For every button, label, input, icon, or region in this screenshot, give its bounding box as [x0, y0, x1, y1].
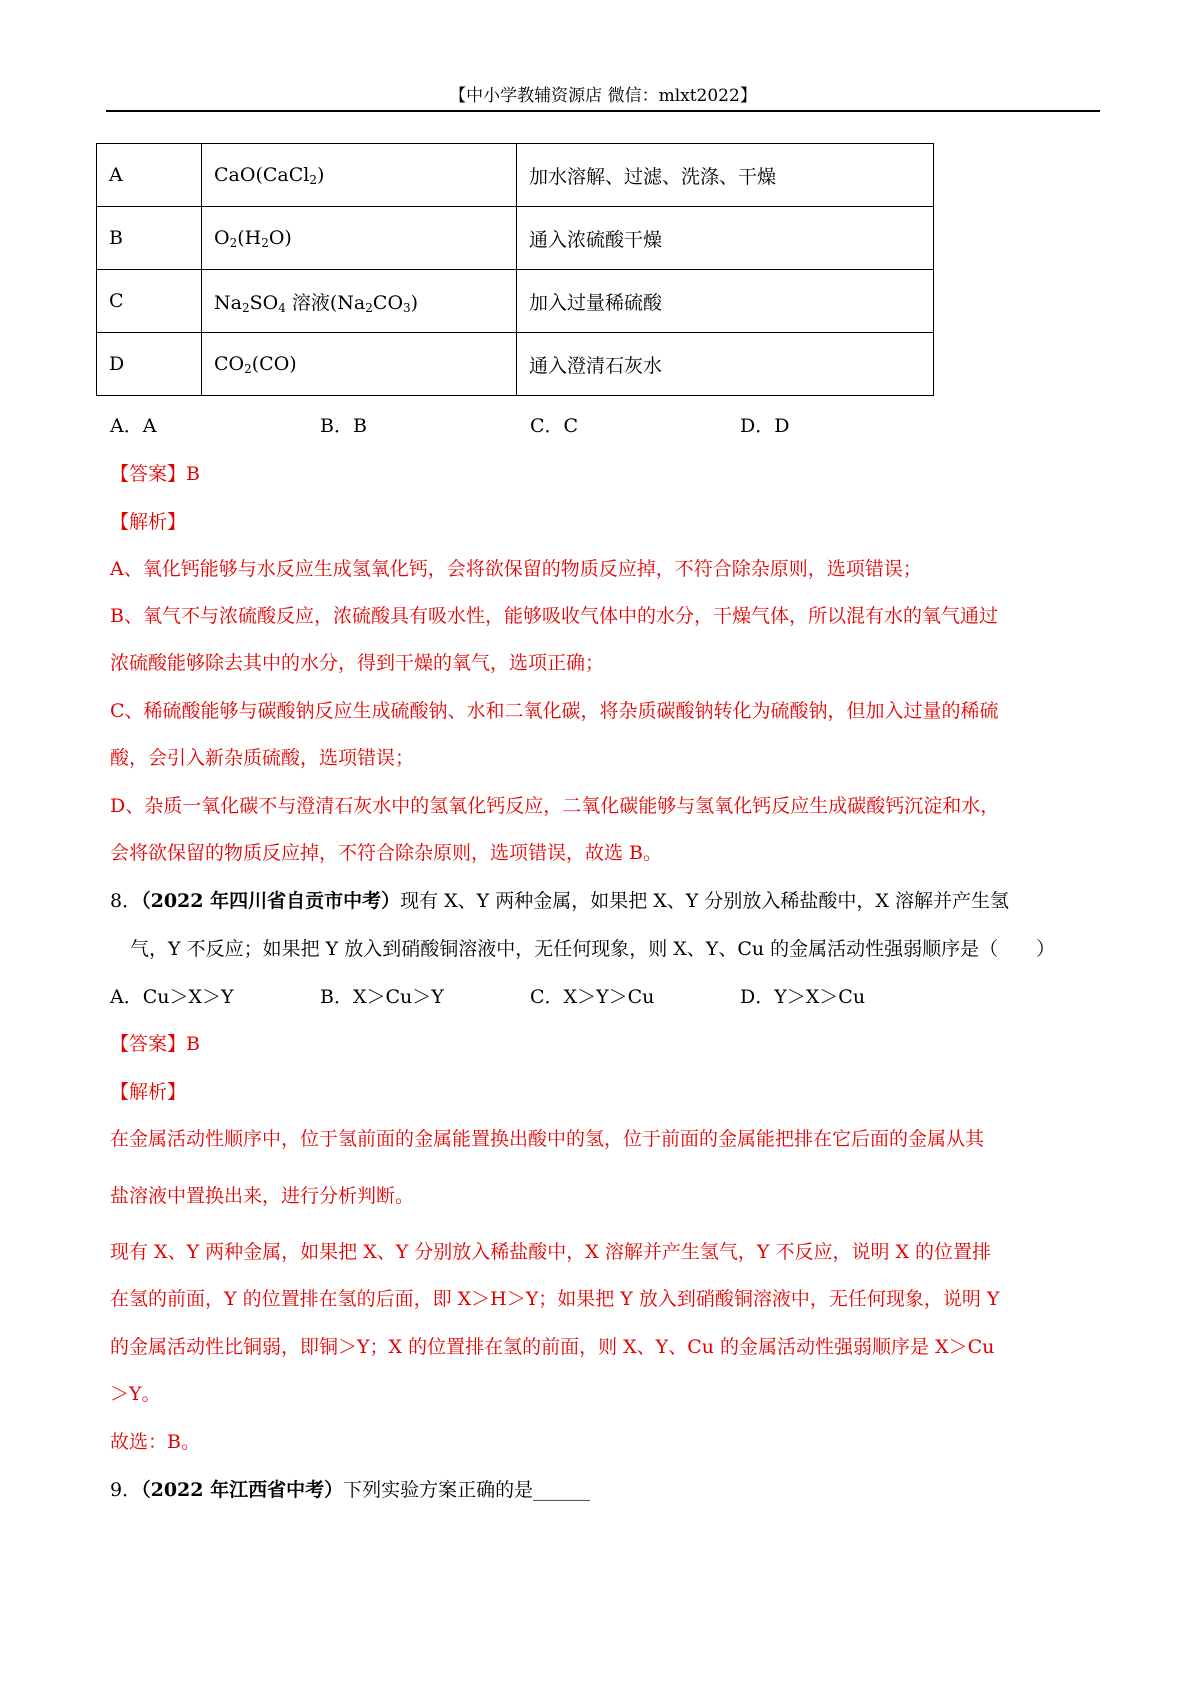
choice-b: B．X＞Cu＞Y	[320, 986, 444, 1008]
q9-number: 9．	[110, 1479, 142, 1501]
choice-a: A．Cu＞X＞Y	[110, 986, 234, 1008]
substance-cell: CaO(CaCl$_2$)	[202, 144, 517, 207]
q8-stem-line-2: 气，Y 不反应；如果把 Y 放入到硝酸铜溶液中，无任何现象，则 X、Y、Cu 的金属活动性强弱顺序是（ ）	[130, 938, 1056, 960]
choice-b: B．B	[320, 415, 367, 437]
substance-cell: $Na_2SO_4$ 溶液$(Na_2CO_3)$	[202, 270, 517, 333]
q8-stem: 现有 X、Y 两种金属，如果把 X、Y 分别放入稀盐酸中，X 溶解并产生氢	[400, 890, 1009, 912]
option-cell: A	[97, 144, 202, 207]
choice-c: C．X＞Y＞Cu	[530, 986, 655, 1008]
substance-cell: $O_2(H_2O)$	[202, 207, 517, 270]
choice-c: C．C	[530, 415, 579, 437]
option-cell: B	[97, 207, 202, 270]
q8-analysis-line: 盐溶液中置换出来，进行分析判断。	[110, 1185, 415, 1207]
q7-analysis-line: C、稀硫酸能够与碳酸钠反应生成硫酸钠、水和二氧化碳，将杂质碳酸钠转化为硫酸钠，但加入过量的稀硫	[110, 700, 999, 722]
q8-source: （2022 年四川省自贡市中考）	[141, 890, 401, 912]
table-row	[97, 207, 934, 270]
header-rule	[106, 110, 1100, 112]
q8-number: 8．	[110, 890, 142, 912]
q7-analysis-line: 浓硫酸能够除去其中的水分，得到干燥的氧气，选项正确；	[110, 652, 605, 674]
table-row	[97, 144, 934, 207]
q8-analysis-line: 在金属活动性顺序中，位于氢前面的金属能置换出酸中的氢，位于前面的金属能把排在它后面的金属从其	[110, 1128, 985, 1150]
q7-analysis-line: A、氧化钙能够与水反应生成氢氧化钙，会将欲保留的物质反应掉，不符合除杂原则，选项错误；	[110, 558, 922, 580]
option-cell: C	[97, 270, 202, 333]
page-header: 【中小学教辅资源店 微信：mlxt2022】	[449, 86, 757, 106]
q9-stem-text: 下列实验方案正确的是	[343, 1479, 534, 1501]
q8-analysis-line: 在氢的前面，Y 的位置排在氢的后面，即 X＞H＞Y；如果把 Y 放入到硝酸铜溶液中，无任何现象，说明 Y	[110, 1288, 1000, 1310]
q8-answer: 【答案】B	[110, 1033, 200, 1055]
options-table	[96, 143, 934, 396]
choice-d: D．D	[740, 415, 790, 437]
method-cell: 加水溶解、过滤、洗涤、干燥	[517, 144, 934, 207]
q8-analysis-label: 【解析】	[110, 1081, 187, 1103]
q8-analysis-line: ＞Y。	[110, 1383, 161, 1405]
q7-analysis-label: 【解析】	[110, 511, 187, 533]
substance-cell: $CO_2(CO)$	[202, 333, 517, 396]
q9-source: （2022 年江西省中考）	[141, 1479, 344, 1501]
q7-answer: 【答案】B	[110, 463, 200, 485]
q7-analysis-line: 会将欲保留的物质反应掉，不符合除杂原则，选项错误，故选 B。	[110, 842, 663, 864]
q9-stem	[110, 1477, 590, 1503]
q8-analysis-line: 故选：B。	[110, 1431, 200, 1453]
method-cell: 加入过量稀硫酸	[517, 270, 934, 333]
choice-d: D．Y＞X＞Cu	[740, 986, 866, 1008]
choice-a: A．A	[110, 415, 157, 437]
answer-blank: ______	[533, 1479, 591, 1501]
q8-analysis-line: 现有 X、Y 两种金属，如果把 X、Y 分别放入稀盐酸中，X 溶解并产生氢气，Y 不反应，说明 X 的位置排	[110, 1241, 992, 1263]
table-row	[97, 333, 934, 396]
q8-analysis-line: 的金属活动性比铜弱，即铜＞Y；X 的位置排在氢的前面，则 X、Y、Cu 的金属活动性强弱顺序是 X＞Cu	[110, 1336, 995, 1358]
method-cell: 通入浓硫酸干燥	[517, 207, 934, 270]
method-cell: 通入澄清石灰水	[517, 333, 934, 396]
q7-analysis-line: D、杂质一氧化碳不与澄清石灰水中的氢氧化钙反应，二氧化碳能够与氢氧化钙反应生成碳酸钙沉淀和水，	[110, 795, 1000, 817]
option-cell: D	[97, 333, 202, 396]
q7-analysis-line: B、氧气不与浓硫酸反应，浓硫酸具有吸水性，能够吸收气体中的水分，干燥气体，所以混有水的氧气通过	[110, 605, 998, 627]
q7-analysis-line: 酸，会引入新杂质硫酸，选项错误；	[110, 747, 415, 769]
table-row	[97, 270, 934, 333]
q8-stem-line-1	[110, 888, 1009, 914]
